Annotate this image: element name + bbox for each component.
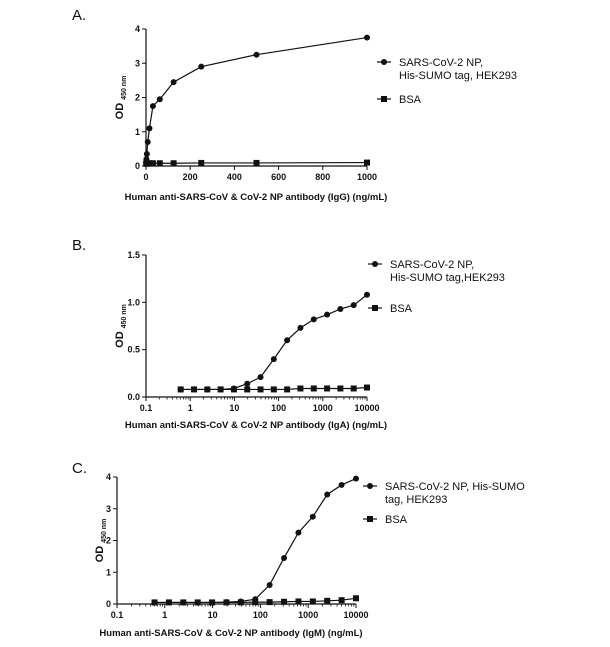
legend-label: BSA (385, 514, 408, 526)
y-axis-title-main: OD (94, 545, 106, 563)
x-axis-title: Human anti-SARS-CoV & CoV-2 NP antibody (IgA) (ng/mL) (124, 420, 388, 431)
data-point (271, 356, 277, 362)
data-point (180, 599, 186, 605)
data-point (267, 599, 273, 605)
legend-marker (372, 261, 378, 267)
series-np (178, 292, 370, 393)
y-axis-title-subscript: 450 nm (101, 518, 108, 543)
data-point (351, 385, 357, 391)
x-tick-label: 600 (271, 172, 287, 182)
legend-entry (368, 259, 505, 284)
data-point (295, 530, 301, 536)
legend-entry (368, 303, 413, 315)
data-point (254, 52, 260, 58)
x-tick-label: 10000 (354, 403, 380, 413)
data-point (244, 381, 250, 387)
data-point (364, 160, 370, 166)
data-point (297, 385, 303, 391)
series-np (143, 35, 370, 166)
y-tick-label: 1.5 (127, 250, 140, 260)
legend-marker (381, 96, 387, 102)
data-point (297, 325, 303, 331)
legend-label: BSA (399, 94, 422, 106)
data-point (258, 374, 264, 380)
data-point (364, 35, 370, 41)
chart-panel-a (72, 7, 517, 203)
data-point (198, 64, 204, 70)
x-tick-label: 200 (182, 172, 198, 182)
data-point (324, 491, 330, 497)
data-point (150, 103, 156, 109)
series-line (155, 479, 356, 603)
data-point (258, 386, 264, 392)
y-axis-title-main: OD (114, 331, 126, 348)
x-tick-label: 100 (271, 403, 287, 413)
y-tick-label: 0 (134, 161, 140, 171)
data-point (364, 385, 370, 391)
data-point (231, 386, 237, 392)
y-tick-label: 1 (134, 126, 140, 137)
data-point (166, 599, 172, 605)
y-axis-title-subscript: 450 nm (121, 75, 128, 100)
x-tick-label: 1000 (312, 403, 333, 413)
data-point (218, 386, 224, 392)
y-axis-title (114, 76, 128, 120)
y-tick-label: 1.0 (127, 297, 140, 308)
data-point (271, 386, 277, 392)
y-tick-label: 4 (105, 472, 111, 482)
y-axis-title-main: OD (114, 102, 126, 120)
data-point (238, 599, 244, 605)
data-point (171, 79, 177, 85)
data-point (150, 160, 156, 166)
data-point (145, 139, 151, 145)
y-tick-label: 1 (105, 567, 111, 578)
data-point (324, 385, 330, 391)
data-point (351, 302, 357, 308)
legend-label: SARS-CoV-2 NP, (399, 57, 484, 69)
data-point (284, 337, 290, 343)
data-point (353, 595, 359, 601)
y-axis-title (114, 304, 128, 348)
legend-label: His-SUMO tag,HEK293 (390, 272, 505, 284)
data-point (178, 386, 184, 392)
data-point (267, 582, 273, 588)
legend-marker (372, 305, 378, 311)
x-tick-label: 800 (315, 172, 331, 182)
legend-label: SARS-CoV-2 NP, His-SUMO (385, 481, 525, 493)
data-point (310, 514, 316, 520)
y-tick-label: 0.5 (127, 344, 140, 355)
data-point (281, 555, 287, 561)
data-point (339, 482, 345, 488)
data-point (198, 160, 204, 166)
data-point (144, 151, 150, 157)
x-tick-label: 0 (143, 172, 149, 182)
data-point (337, 385, 343, 391)
y-tick-label: 0.0 (127, 392, 140, 402)
data-point (252, 599, 258, 605)
panel-label: C. (72, 460, 87, 477)
legend-label: tag, HEK293 (385, 494, 448, 506)
x-tick-label: 1000 (356, 172, 378, 182)
y-tick-label: 3 (134, 58, 140, 69)
y-tick-label: 4 (134, 24, 140, 34)
data-point (353, 476, 359, 482)
data-point (204, 386, 210, 392)
legend-marker (381, 59, 387, 65)
x-axis-title: Human anti-SARS-CoV & CoV-2 NP antibody (IgG) (ng/mL) (124, 192, 388, 203)
x-tick-label: 1 (187, 403, 193, 413)
legend-label: BSA (390, 303, 413, 315)
series-np (152, 476, 359, 606)
data-point (324, 598, 330, 604)
data-point (195, 599, 201, 605)
x-axis-title: Human anti-SARS-CoV & CoV-2 NP antibody (IgM) (ng/mL) (99, 628, 363, 639)
x-tick-label: 0.1 (110, 610, 124, 620)
y-tick-label: 3 (105, 503, 111, 514)
data-point (209, 599, 215, 605)
data-point (152, 599, 158, 605)
legend-entry (363, 514, 408, 526)
data-point (223, 599, 229, 605)
y-axis-title (94, 519, 108, 563)
data-point (295, 598, 301, 604)
data-point (337, 306, 343, 312)
x-tick-label: 0.1 (139, 403, 153, 413)
data-point (254, 160, 260, 166)
data-point (281, 599, 287, 605)
y-tick-label: 2 (105, 535, 111, 546)
x-tick-label: 10 (229, 403, 240, 413)
series-bsa (178, 385, 370, 393)
data-point (339, 597, 345, 603)
x-tick-label: 10000 (343, 610, 369, 620)
x-tick-label: 10 (207, 610, 218, 620)
data-point (191, 386, 197, 392)
x-tick-label: 1000 (298, 610, 319, 620)
chart-panel-b (72, 237, 505, 431)
y-tick-label: 0 (105, 599, 111, 609)
data-point (324, 312, 330, 318)
legend-label: SARS-CoV-2 NP, (390, 259, 475, 271)
legend-label: His-SUMO tag, HEK293 (399, 70, 517, 82)
legend-entry (363, 481, 525, 506)
legend-marker (367, 516, 373, 522)
data-point (244, 386, 250, 392)
data-point (311, 385, 317, 391)
x-tick-label: 100 (252, 610, 268, 620)
legend-marker (367, 483, 373, 489)
data-point (310, 598, 316, 604)
legend-entry (377, 57, 517, 82)
y-axis-title-subscript: 450 nm (121, 304, 128, 329)
data-point (311, 316, 317, 322)
legend-entry (377, 94, 422, 106)
data-point (146, 125, 152, 131)
data-point (157, 160, 163, 166)
y-tick-label: 2 (134, 92, 140, 103)
data-point (171, 160, 177, 166)
panel-label: B. (72, 237, 87, 254)
x-tick-label: 400 (226, 172, 242, 182)
data-point (157, 96, 163, 102)
data-point (284, 386, 290, 392)
panel-label: A. (72, 7, 87, 24)
chart-panel-c (72, 460, 525, 639)
x-tick-label: 1 (162, 610, 168, 620)
data-point (364, 292, 370, 298)
